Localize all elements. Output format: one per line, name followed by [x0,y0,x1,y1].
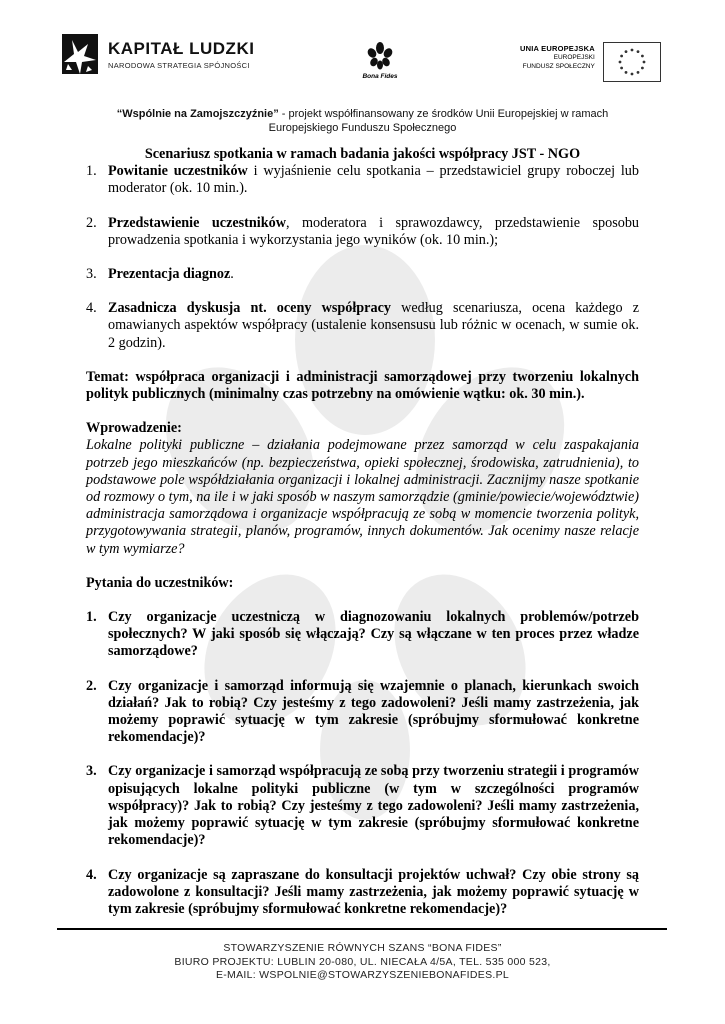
agenda-item-title: Prezentacja diagnoz [108,266,231,283]
agenda-item-text: i wyjaśnienie celu spotkania – przedstawiciel grupy roboczej lub moderator (ok. 10 min.). [108,163,639,197]
agenda-item-text: według scenariusza, ocena każdego z omawianych aspektów współpracy (ustalenie konsensusu lub różnic w ocenach, w sumie ok. 2 godzin). [108,300,639,351]
agenda-item-number: 4. [86,300,97,317]
eu-star-icon [620,55,623,58]
agenda-item-title: Przedstawienie uczestników [108,214,286,231]
agenda-item-number: 2. [86,214,97,231]
kapital-subtitle: NARODOWA STRATEGIA SPÓJNOŚCI [108,60,250,70]
kapital-title: KAPITAŁ LUDZKI [108,38,255,58]
eu-star-icon [620,67,623,70]
agenda-item-title: Powitanie uczestników [108,163,248,180]
page-footer [60,942,665,983]
bona-fides-logo [362,42,398,80]
project-banner [60,107,665,135]
eu-star-icon [624,71,627,74]
topic-paragraph: Temat: współpraca organizacji i administracji samorządowej przy tworzeniu lokalnych polityk publicznych (minimalny czas potrzebny na omówienie wątku: ok. 30 min.). [86,368,639,403]
question-text: Czy organizacje uczestniczą w diagnozowaniu lokalnych problemów/potrzeb społecznych? W jaki sposób się włączają? Czy są włączane w ten proces przez władze samorządowe? [108,609,639,660]
eu-logo [520,42,661,82]
agenda-item [86,266,639,283]
eu-star-icon [630,49,633,52]
agenda-item-title: Zasadnicza dyskusja nt. oceny współpracy [108,300,391,317]
eu-star-icon [630,73,633,76]
agenda-item [86,215,639,249]
agenda-list [86,163,639,352]
agenda-item-number: 3. [86,266,97,283]
eu-flag-icon [603,42,661,82]
eu-star-icon [642,61,645,64]
eu-line2: FUNDUSZ SPOŁECZNY [522,63,595,70]
footer-divider [57,928,667,930]
bona-fides-flower-icon [365,42,395,70]
eu-star-icon [636,50,639,53]
eu-star-icon [641,67,644,70]
question-text: Czy organizacje są zapraszane do konsultacji projektów uchwał? Czy obie strony są zadowolone z konsultacji? Jeśli mamy zastrzeżenia, jak możemy poprawić sytuację w tym zakresie (spróbujmy sformułować konkretne rekomendacje)? [108,866,639,917]
question-number: 3. [86,763,97,780]
eu-star-icon [618,61,621,64]
bona-fides-label: Bona Fides [362,73,398,80]
agenda-item-text: , moderatora i sprawozdawcy, przedstawienie sposobu prowadzenia spotkania i wykorzystania jego wyników (ok. 10 min.); [108,214,640,248]
question-item [86,678,639,747]
footer-line1: STOWARZYSZENIE RÓWNYCH SZANS “BONA FIDES” [223,942,502,954]
question-number: 2. [86,677,97,694]
questions-list [86,609,639,918]
eu-star-icon [641,55,644,58]
project-desc-line1: - projekt współfinansowany ze środków Unii Europejskiej w ramach [278,108,609,120]
question-text: Czy organizacje i samorząd współpracują ze sobą przy tworzeniu strategii i programów opisujących lokalne polityki publiczne (w tym w szczególności programów współpracy)? Jak to robią? Czy jesteśmy z tego zadowoleni? Jeśli mamy zastrzeżenia, jak możemy poprawić sytuację w tym zakresie (spróbujmy sformułować konkretne rekomendacje)? [108,763,639,849]
question-number: 4. [86,866,97,883]
eu-line1: EUROPEJSKI [553,54,595,61]
intro-heading: Wprowadzenie: [86,420,182,437]
question-text: Czy organizacje i samorząd informują się wzajemnie o planach, kierunkach swoich działań? Jak to robią? Czy jesteśmy z tego zadowoleni? Jeśli mamy zastrzeżenia, jak możemy poprawić sytuację w tym zakresie (spróbujmy sformułować konkretne rekomendacje)? [108,677,639,746]
project-name: “Wspólnie na Zamojszczyźnie” [116,108,279,120]
page-header [0,28,725,88]
document-body [86,146,639,935]
question-number: 1. [86,609,97,626]
eu-star-icon [624,50,627,53]
agenda-item [86,163,639,197]
kapital-ludzki-logo [58,30,254,78]
footer-line2: BIURO PROJEKTU: LUBLIN 20-080, UL. NIECAŁA 4/5A, TEL. 535 000 523, [174,955,551,968]
eu-star-icon [636,71,639,74]
question-item [86,763,639,849]
document-title: Scenariusz spotkania w ramach badania jakości współpracy JST - NGO [144,146,581,162]
question-item [86,609,639,661]
eu-title: UNIA EUROPEJSKA [520,44,595,53]
intro-text: Lokalne polityki publiczne – działania podejmowane przez samorząd w celu zaspakajania potrzeb jego mieszkańców (np. bezpieczeństwa, opieki społecznej, środowiska, zatrudnienia), to podstawowe pole współdziałania organizacji i lokalnej administracji. Zacznijmy nasze spotkanie od rozmowy o tym, na ile i w jaki sposób w naszym samorządzie (gminie/powiecie/województwie) administracja samorządowa i organizacje współpracują ze sobą w momencie tworzenia polityk, przygotowywania strategii, planów, programów, innych dokumentów. Jak ocenimy nasze relacje w tym wymiarze? [86,437,639,557]
questions-heading: Pytania do uczestników: [86,574,234,591]
agenda-item-number: 1. [86,163,97,180]
project-desc-line2: Europejskiego Funduszu Społecznego [268,122,457,134]
footer-line3: E-MAIL: WSPOLNIE@STOWARZYSZENIEBONAFIDES.PL [215,969,510,981]
agenda-item-text: . [230,266,234,283]
kapital-ludzki-emblem-icon [58,30,102,78]
agenda-item [86,300,639,352]
question-item [86,867,639,919]
